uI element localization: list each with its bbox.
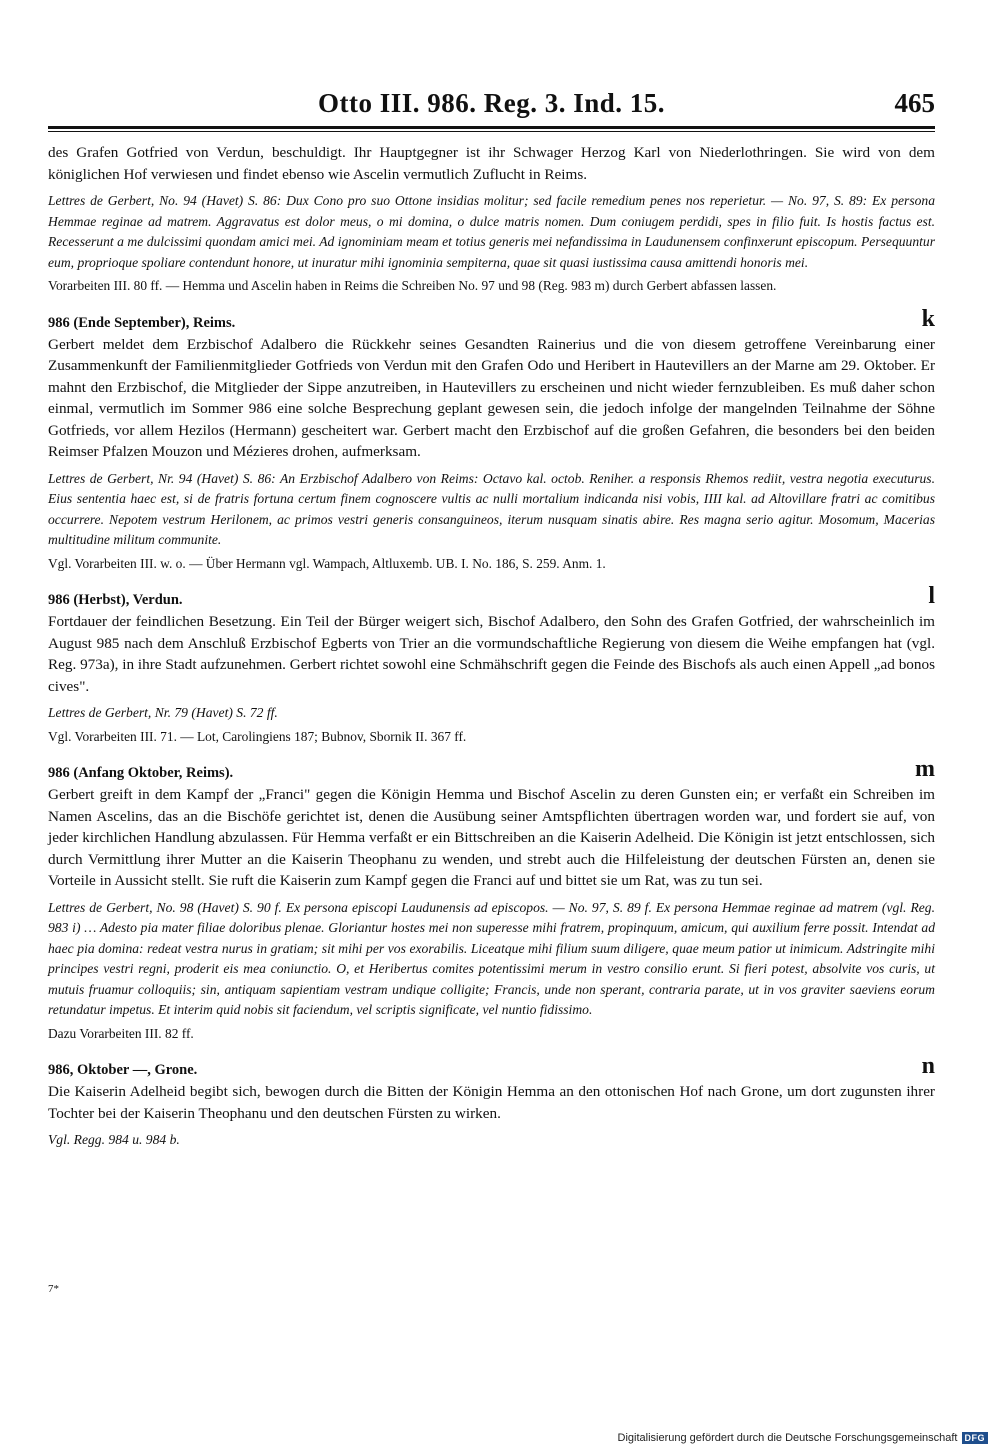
entry-header — [48, 305, 935, 334]
page-number: 465 — [894, 88, 935, 118]
footer-text: Digitalisierung gefördert durch die Deutsche Forschungsgemeinschaft — [617, 1432, 958, 1444]
signature-mark: 7* — [48, 1283, 59, 1295]
entry-source: Lettres de Gerbert, Nr. 79 (Havet) S. 72 ff. — [48, 705, 278, 720]
entry-text: Gerbert greift in dem Kampf der „Franci" gegen die Königin Hemma und Bischof Ascelin zu deren Gunsten ein; er verfaßt ein Schreiben im Namen Ascelins, das an die Bischöfe gerichtet ist, denen die Ausübung seiner Amtspflichten übertragen worden war, und fordert sie auf, von jeder kirchlichen Handlung abzulassen. Für Hemma verfaßt er ein Bittschreiben an die Kaiserin Adelheid. Die Königin ist jetzt entschlossen, sich durch Vermittlung ihrer Mutter an die Kaiserin Theophanu zu wenden, und strebt auch die Hilfeleistung der deutschen Fürsten an, denen sie Vorteile in Aussicht stellt. Sie ruft die Kaiserin zum Kampf gegen die Franci auf und bittet sie um Rat, was zu tun sei. — [48, 786, 935, 889]
page — [48, 86, 935, 1151]
footer — [618, 1432, 988, 1444]
entry-note: Dazu Vorarbeiten III. 82 ff. — [48, 1025, 194, 1041]
intro-source: Lettres de Gerbert, No. 94 (Havet) S. 86: Dux Cono pro suo Ottone insidias molitur; sed facile remedium penes nos reperietur. — No. 97, S. 89: Ex persona Hemmae reginae ad matrem. Aggravatus est dolor meus, o mi domina, o dulce matris nomen. Dum coniugem perdidi, spes in filio fuit. Is hostis factus est. Recesserunt a me dulcissimi quondam amici mei. Ad ignominiam meam et totius generis mei nefandissima in Laudunensem confinxerunt episcopum. Persequuntur eum, proprioque spoliare contendunt honore, ut inuratur mihi ignominia sempiterna, quae sit quasi iustissima causa amittendi honoris mei. — [48, 193, 935, 270]
entry-note: Vgl. Vorarbeiten III. w. o. — Über Hermann vgl. Wampach, Altluxemb. UB. I. No. 186, S. 259. Anm. 1. — [48, 555, 606, 571]
entry-header — [48, 583, 935, 611]
page-title: Otto III. 986. Reg. 3. Ind. 15. — [317, 88, 666, 118]
entry-source: Vgl. Regg. 984 u. 984 b. — [48, 1132, 180, 1147]
entry-n — [48, 1053, 935, 1151]
entry-source: Lettres de Gerbert, No. 98 (Havet) S. 90 f. Ex persona episcopi Laudunensis ad episcopos. — No. 97, S. 89 f. Ex persona Hemmae reginae ad matrem (vgl. Reg. 983 i) … Adesto pia mater filiae doloribus plenae. Gloriantur hostes mei non superesse mihi fratrem, propinquum, amicum, qui auxilium ferre possit. Intendat ad haec pia domina: redeat vestra nurus in gratiam; sit mihi per vos exorabilis. Liceatque mihi filium suum diligere, quae meum patior ut inimicum. Adstringite mihi principes vestri regni, proderit eis mea coniunctio. O, et Heribertus comites potentissimi merum in vestro consilio erunt. Si fieri potest, absolvite vos curis, ut mutuis fruamur colloquiis; sin, antiquam sapientiam vestram undique colligite; Francis, unde non sperant, contraria parate, ut in vos graviter saeviens eorum retundatur impetus. Et interim quid nobis sit faciendum, vel scriptis significate, vel nuntio fidissimo. — [48, 899, 935, 1017]
header-rule-thin — [48, 131, 935, 132]
entry-date: 986 (Ende September), Reims. — [48, 314, 236, 331]
entry-date: 986 (Herbst), Verdun. — [48, 592, 183, 608]
entry-text: Fortdauer der feindlichen Besetzung. Ein Teil der Bürger weigert sich, Bischof Adalbero, den Sohn des Grafen Gotfried, der wahrscheinlich im August 985 nach dem Anschluß Erzbischof Egberts von Trier an die vormundschaftliche Regierung von diesem die Weihe empfangen hat (vgl. Reg. 973a), in ihre Stadt aufzunehmen. Gerbert richtet sowohl eine Schmähschrift gegen die Feinde des Bischofs als auch einen Appell „ad bonos cives". — [48, 613, 935, 695]
header-rule-thick — [48, 126, 935, 129]
entry-source: Lettres de Gerbert, Nr. 94 (Havet) S. 86: An Erzbischof Adalbero von Reims: Octavo kal. octob. Reniher. a responsis Rhemos rediit, vestra negotia executurus. Eius sententia haec est, si de fratris fortuna certum finem cognoscere vultis ac nulli mortalium indicanda nisi vobis, IIII kal. ad Altovillare fratri ac comitibus occurrere. Nepotem vestrum Herilonem, ac primos vestri generis consanguineos, iterum nusquam sinatis abire. Res magna serio agitur. Mosomum, Macerias multitudine militum communite. — [48, 470, 935, 547]
entry-letter: m — [915, 756, 935, 782]
entry-letter: n — [921, 1053, 935, 1079]
entry-l — [48, 583, 935, 746]
dfg-logo-icon: DFG — [962, 1432, 989, 1444]
entry-m — [48, 756, 935, 1043]
intro-note: Vorarbeiten III. 80 ff. — Hemma und Ascelin haben in Reims die Schreiben No. 97 und 98 (Reg. 983 m) durch Gerbert abfassen lassen. — [48, 278, 777, 293]
intro-text: des Grafen Gotfried von Verdun, beschuldigt. Ihr Hauptgegner ist ihr Schwager Herzog Karl von Niederlothringen. Sie wird von dem königlichen Hof verwiesen und findet ebenso wie Ascelin vermutlich Zuflucht in Reims. — [48, 144, 935, 183]
entry-date: 986 (Anfang Oktober, Reims). — [48, 765, 234, 781]
entry-header — [48, 756, 935, 784]
entry-text: Gerbert meldet dem Erzbischof Adalbero die Rückkehr seines Gesandten Rainerius und die von diesem getroffene Vereinbarung einer Zusammenkunft der Familienmitglieder Gotfrieds von Verdun mit den Grafen Odo und Heribert in Hautevillers an der Marne am 29. Oktober. Er mahnt den Erzbischof, die Mitglieder der Sippe anzutreiben, in Hautevillers zu erscheinen und nicht wieder fernzubleiben. Es muß daher schon einmal, vermutlich im Sommer 986 eine solche Besprechung geplant gewesen sein, die jedoch infolge der mangelnden Teilnahme der Söhne Gotfrieds, vor allem Hezilos (Hermann) gescheitert war. Gerbert macht den Erzbischof auf die großen Gefahren, die besonders bei den beiden Reimser Pfalzen Mouzon und Mézieres drohen, aufmerksam. — [48, 335, 935, 460]
entry-letter: l — [928, 583, 935, 609]
entry-header — [48, 1053, 935, 1081]
running-head — [48, 86, 935, 126]
entry-note: Vgl. Vorarbeiten III. 71. — Lot, Carolingiens 187; Bubnov, Sbornik II. 367 ff. — [48, 728, 467, 744]
entry-k — [48, 305, 935, 574]
entry-letter: k — [921, 305, 935, 332]
entry-date: 986, Oktober —, Grone. — [48, 1062, 198, 1078]
entry-text: Die Kaiserin Adelheid begibt sich, bewogen durch die Bitten der Königin Hemma an den ottonischen Hof nach Grone, um dort zugunsten ihrer Tochter bei der Kaiserin Theophanu und den deutschen Fürsten zu wirken. — [48, 1083, 935, 1122]
